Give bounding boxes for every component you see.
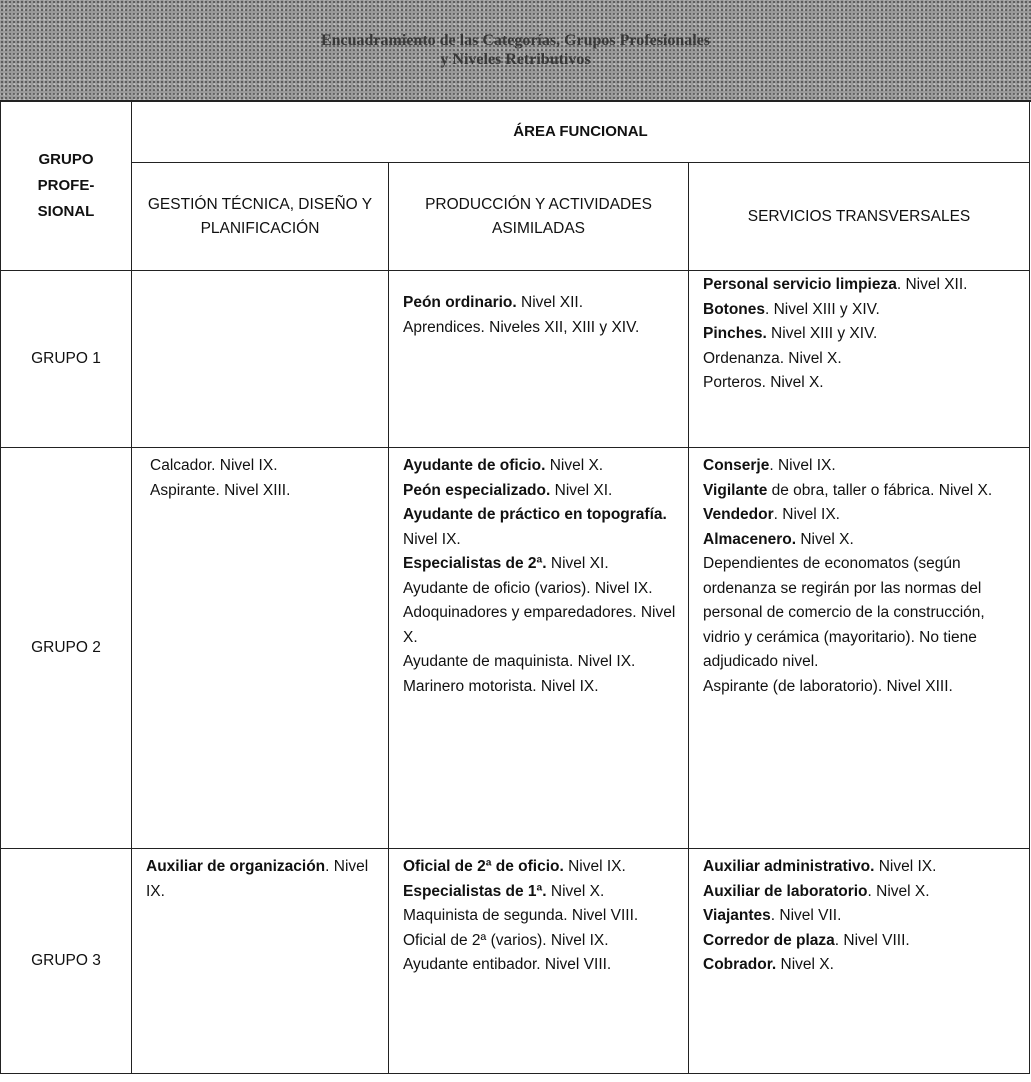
table-row [1, 448, 1030, 849]
cell-gestion [132, 448, 389, 849]
category-name: Peón especializado. [403, 481, 551, 499]
category-detail: . Nivel XIII y XIV. [765, 300, 880, 318]
category-entry [403, 479, 682, 504]
table-title-line-1: Encuadramiento de las Categorías, Grupos Profesionales [320, 32, 711, 49]
category-detail: Dependientes de economatos (según ordenanza se regirán por las normas del personal de comercio de la construcción, vidrio y cerámica (mayoritario). No tiene adjudicado nivel. [703, 555, 985, 670]
group-label: GRUPO 1 [1, 271, 132, 448]
column-header-gestion [132, 163, 389, 271]
cell-produccion [389, 849, 689, 1074]
cell-servicios [689, 849, 1030, 1074]
column-header-line: SERVICIOS TRANSVERSALES [747, 207, 971, 225]
group-header-line: SIONAL [37, 203, 95, 220]
category-name: Conserje [703, 457, 770, 474]
table-row [1, 849, 1030, 1074]
category-name: Ayudante de oficio. [403, 457, 546, 474]
category-name: Pinches. [703, 325, 767, 342]
group-label: GRUPO 2 [1, 448, 132, 849]
category-detail: . Nivel IX. [146, 858, 369, 900]
category-entry [703, 880, 1023, 905]
category-detail: Ordenanza. Nivel X. [703, 349, 842, 367]
category-entry [703, 273, 1023, 298]
category-entry [703, 904, 1023, 929]
category-detail: Nivel IX. [563, 858, 626, 875]
category-detail: . Nivel XII. [896, 276, 968, 293]
cell-gestion [132, 849, 389, 1074]
category-detail: Ayudante de oficio (varios). Nivel IX. [403, 579, 653, 597]
category-entry [703, 552, 1023, 675]
category-entry [403, 552, 682, 577]
category-entry [403, 601, 682, 650]
category-entry [403, 855, 682, 880]
category-entry [403, 904, 682, 929]
category-detail: Aprendices. Niveles XII, XIII y XIV. [403, 318, 640, 336]
group-label: GRUPO 3 [1, 849, 132, 1074]
category-detail: Aspirante (de laboratorio). Nivel XIII. [703, 677, 953, 695]
column-header-line: GESTIÓN TÉCNICA, DISEÑO Y [147, 195, 373, 213]
category-name: Peón ordinario. [403, 294, 517, 311]
category-detail: Aspirante. Nivel XIII. [150, 481, 291, 499]
category-name: Almacenero. [703, 530, 797, 548]
column-header-servicios [689, 163, 1030, 271]
category-detail: Adoquinadores y emparedadores. Nivel X. [403, 604, 676, 646]
table-title-line-2: y Niveles Retributivos [440, 51, 591, 68]
category-detail: . Nivel IX. [769, 457, 836, 474]
cell-produccion [389, 448, 689, 849]
category-name: Auxiliar de laboratorio [703, 882, 868, 900]
cell-gestion [132, 271, 389, 448]
category-detail: . Nivel VIII. [834, 931, 910, 949]
cell-produccion [389, 271, 689, 448]
category-detail: Nivel X. [546, 882, 605, 900]
category-entry [150, 479, 382, 504]
category-name: Especialistas de 2ª. [403, 555, 547, 572]
category-detail: Nivel X. [796, 530, 854, 548]
category-name: Especialistas de 1ª. [403, 882, 547, 900]
category-entry [703, 479, 1023, 504]
category-entry [703, 929, 1023, 954]
group-header-line: GRUPO [38, 151, 94, 168]
category-detail: Calcador. Nivel IX. [150, 457, 278, 474]
category-entry [703, 855, 1023, 880]
category-entry [403, 675, 682, 700]
category-entry [403, 577, 682, 602]
category-entry [703, 528, 1023, 553]
category-detail: Maquinista de segunda. Nivel VIII. [403, 907, 639, 924]
category-entry [703, 503, 1023, 528]
category-detail: de obra, taller o fábrica. Nivel X. [767, 481, 993, 499]
category-detail: Marinero motorista. Nivel IX. [403, 677, 599, 695]
category-entry [403, 316, 682, 341]
category-detail: Nivel XIII y XIV. [766, 325, 878, 342]
column-header-produccion [389, 163, 689, 271]
category-detail: . Nivel IX. [773, 506, 840, 523]
category-entry [703, 347, 1023, 372]
table-row [1, 271, 1030, 448]
table-title-banner [0, 0, 1031, 102]
category-entry [146, 855, 382, 904]
category-entry [703, 322, 1023, 347]
area-funcional-header: ÁREA FUNCIONAL [132, 102, 1030, 163]
category-name: Botones [703, 300, 765, 318]
category-detail: Nivel X. [545, 457, 604, 474]
category-detail: Nivel XI. [546, 555, 609, 572]
group-header-line: PROFE- [37, 177, 95, 194]
category-entry [403, 291, 682, 316]
group-column-header [1, 102, 132, 271]
category-entry [703, 675, 1023, 700]
category-detail: Nivel XI. [550, 481, 613, 499]
category-entry [703, 454, 1023, 479]
category-detail: Ayudante entibador. Nivel VIII. [403, 956, 612, 973]
category-detail: Ayudante de maquinista. Nivel IX. [403, 653, 636, 670]
category-name: Vigilante [703, 481, 768, 499]
category-name: Corredor de plaza [703, 931, 835, 949]
category-entry [703, 953, 1023, 978]
category-entry [403, 503, 682, 552]
category-detail: Nivel IX. [403, 530, 461, 548]
column-header-line: PLANIFICACIÓN [200, 219, 320, 237]
classification-table [0, 101, 1030, 1074]
category-entry [703, 298, 1023, 323]
category-detail: . Nivel X. [867, 882, 930, 900]
category-entry [403, 650, 682, 675]
category-entry [703, 371, 1023, 396]
category-entry [403, 953, 682, 978]
cell-servicios [689, 271, 1030, 448]
category-name: Viajantes [703, 907, 771, 924]
category-name: Auxiliar de organización [146, 858, 326, 875]
category-detail: Porteros. Nivel X. [703, 374, 824, 391]
category-detail: Nivel IX. [874, 858, 937, 875]
category-detail: . Nivel VII. [770, 907, 842, 924]
category-name: Ayudante de práctico en topografía. [403, 506, 667, 523]
category-detail: Nivel X. [776, 956, 834, 973]
category-name: Vendedor [703, 506, 774, 523]
category-entry [403, 454, 682, 479]
cell-servicios [689, 448, 1030, 849]
category-detail: Oficial de 2ª (varios). Nivel IX. [403, 931, 609, 949]
category-name: Cobrador. [703, 956, 777, 973]
category-entry [150, 454, 382, 479]
category-detail: Nivel XII. [516, 294, 584, 311]
category-name: Oficial de 2ª de oficio. [403, 858, 564, 875]
column-header-line: ASIMILADAS [491, 219, 586, 237]
category-entry [403, 929, 682, 954]
category-entry [403, 880, 682, 905]
column-header-line: PRODUCCIÓN Y ACTIVIDADES [425, 195, 652, 213]
category-name: Auxiliar administrativo. [703, 858, 875, 875]
category-name: Personal servicio limpieza [703, 276, 897, 293]
